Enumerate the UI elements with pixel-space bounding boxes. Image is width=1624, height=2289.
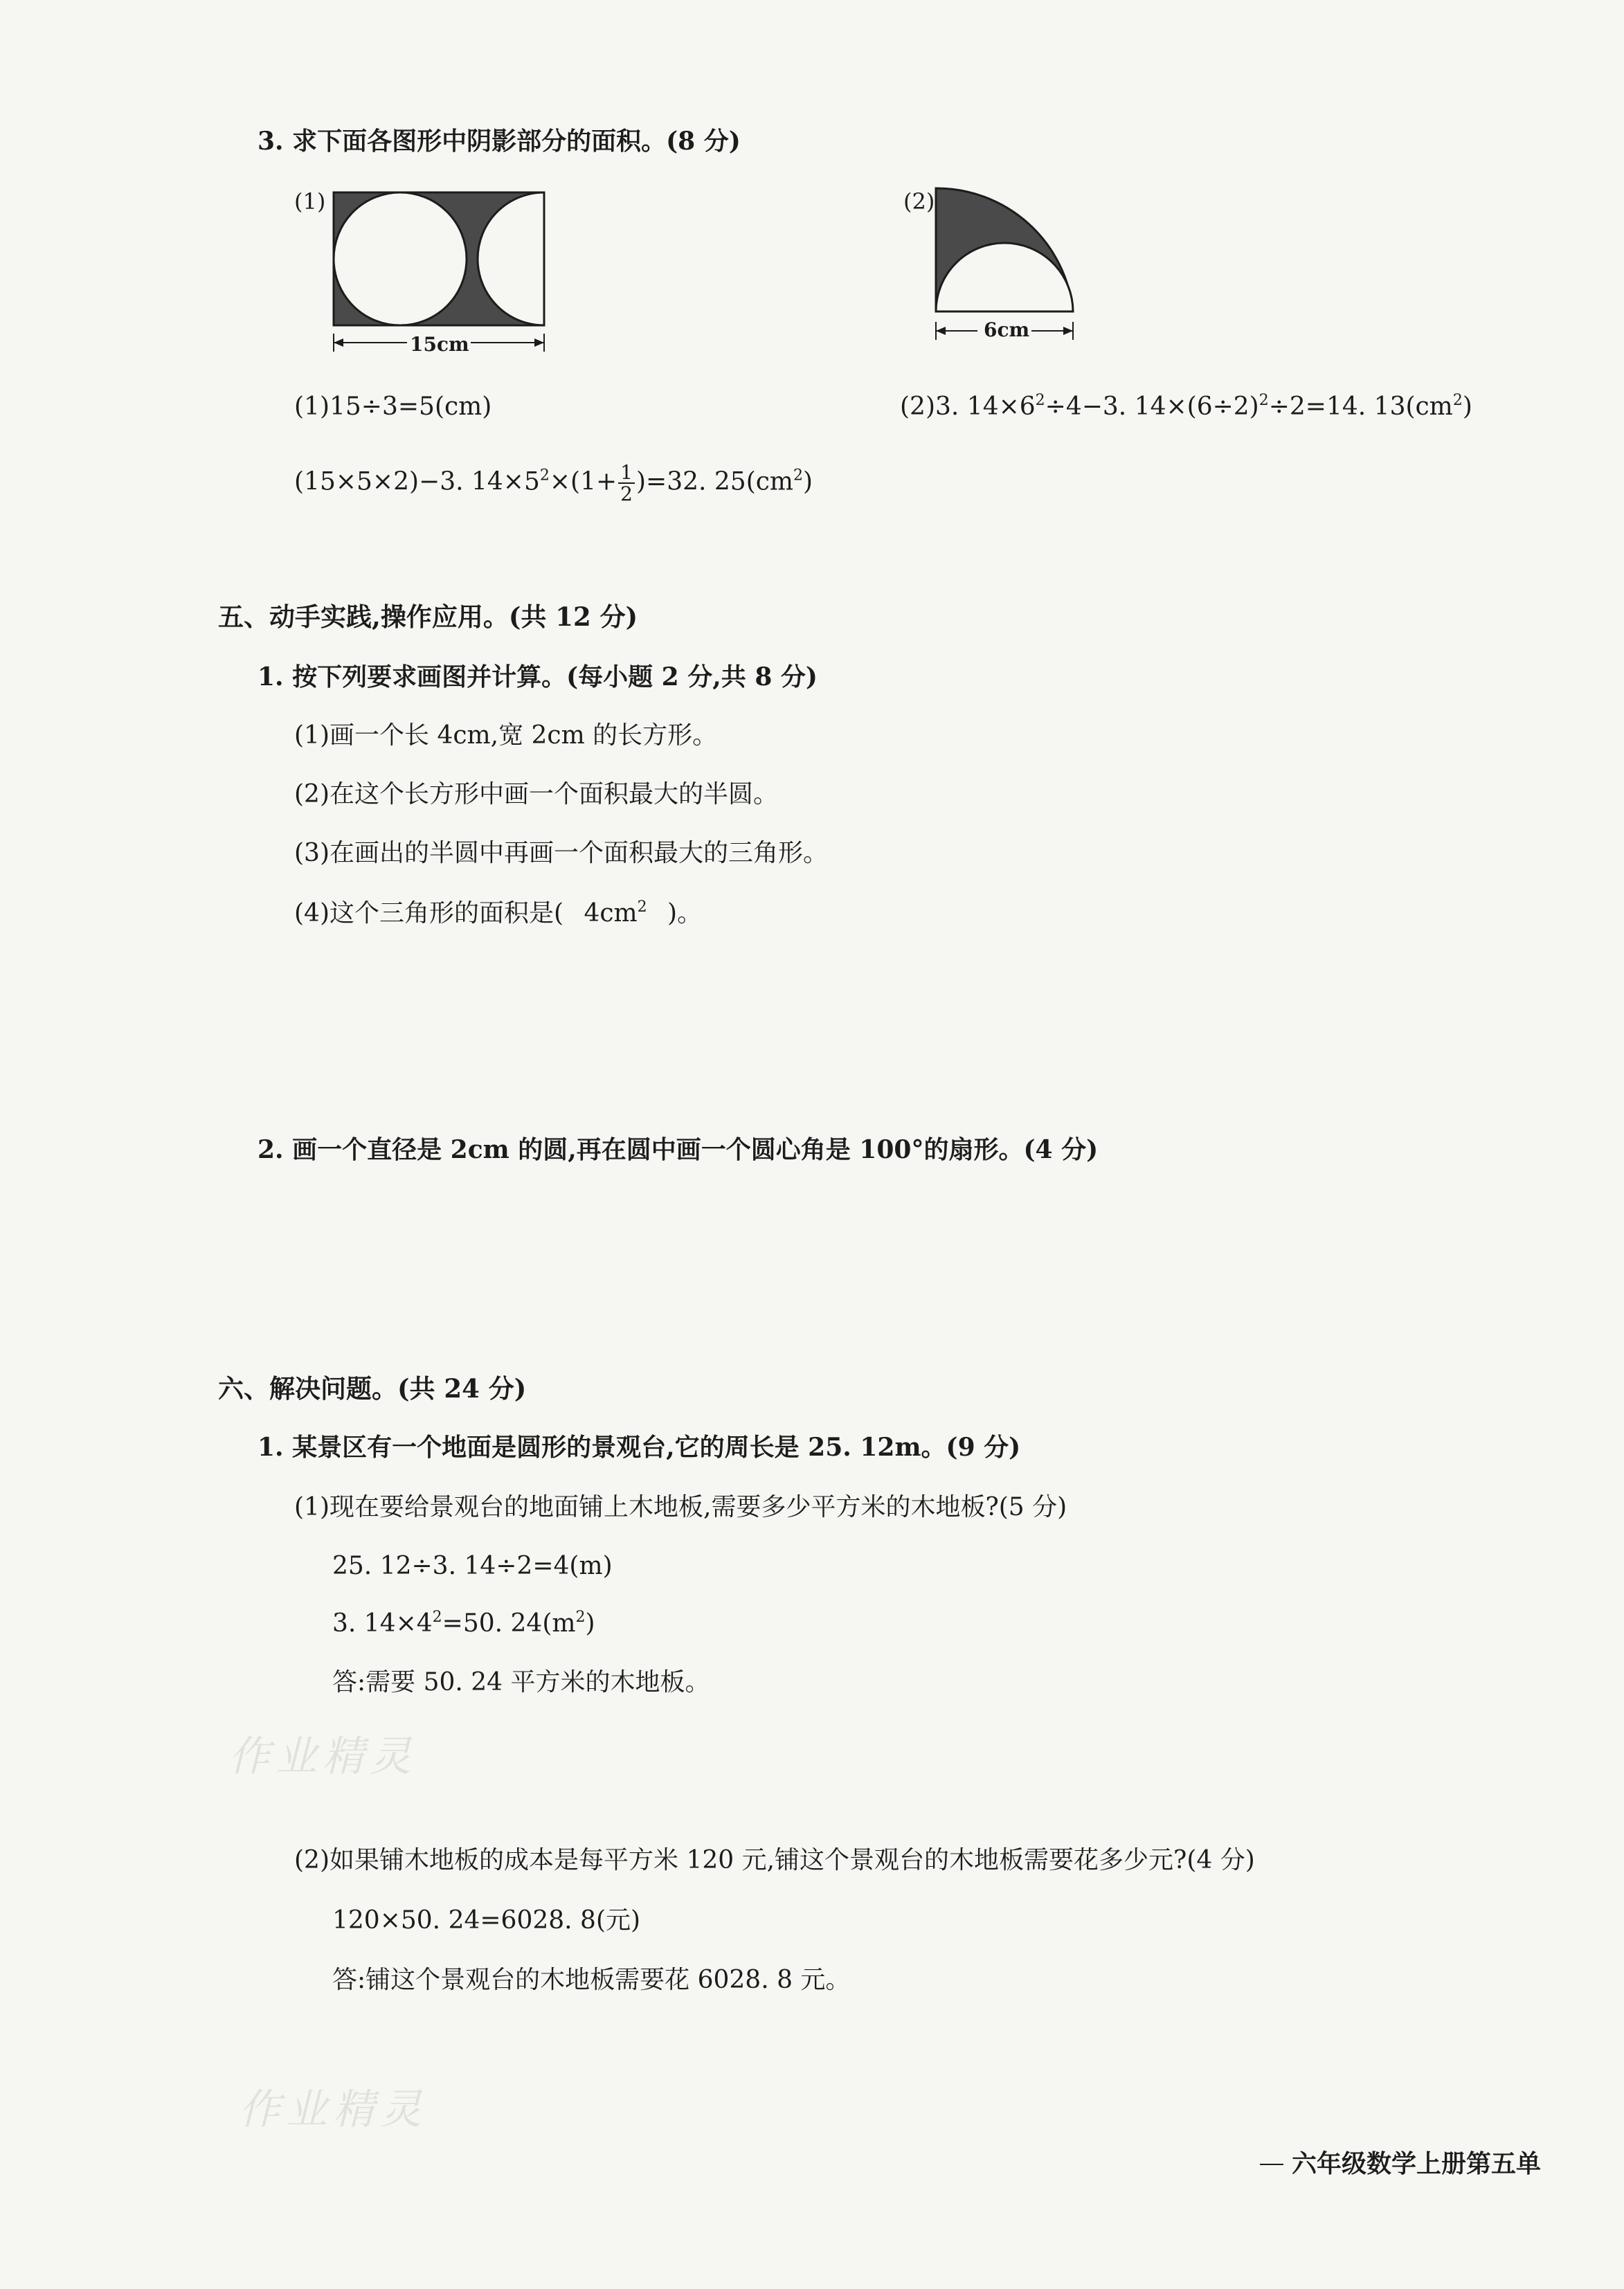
q3-title: 3. 求下面各图形中阴影部分的面积。(8 分) xyxy=(258,127,741,156)
section6-sub1-calc1: 25. 12÷3. 14÷2=4(m) xyxy=(332,1552,613,1580)
section5-q1-item: (2)在这个长方形中画一个面积最大的半圆。 xyxy=(294,780,778,808)
figure1-dimension: 15cm xyxy=(410,333,469,356)
figure2-label: (2) xyxy=(903,188,935,215)
section6-sub1-calc2: 3. $14\times 4^2=50$. $24(m^2)$ xyxy=(332,1609,595,1638)
section6-sub2-answer: 答:铺这个景观台的木地板需要花 6028. 8 元。 xyxy=(332,1966,851,1994)
footer-title: 六年级数学上册第五单 xyxy=(1292,2149,1542,2178)
figure2-dimension: 6cm xyxy=(984,318,1030,341)
q3-answer1-line2: (15×5×2)−3. $14\times 5^2\times(1+$ $\frac{1}{2}$ )=32. $25(cm^2)$ xyxy=(294,461,813,506)
watermark: 作业精灵 xyxy=(228,1732,417,1781)
section5-q1-item4: (4)这个三角形的面积是( $4cm^2$ )。 xyxy=(294,898,703,928)
watermark: 作业精灵 xyxy=(239,2086,427,2134)
fraction-one-half: $\frac{1}{2}$ xyxy=(618,462,635,505)
q3-answer1-line1: (1)15÷3=5(cm) xyxy=(294,392,492,421)
section5-q1-item: (3)在画出的半圆中再画一个面积最大的三角形。 xyxy=(294,839,828,867)
section5-q1-item: (1)画一个长 4cm,宽 2cm 的长方形。 xyxy=(294,721,718,750)
footer-dash xyxy=(1260,2164,1283,2165)
section6-sub1-question: (1)现在要给景观台的地面铺上木地板,需要多少平方米的木地板?(5 分) xyxy=(294,1493,1067,1521)
section5-heading: 五、动手实践,操作应用。(共 12 分) xyxy=(218,601,638,632)
section6-sub2-calc: 120×50. 24=6028. 8(元) xyxy=(332,1906,641,1935)
section5-q1-title: 1. 按下列要求画图并计算。(每小题 2 分,共 8 分) xyxy=(258,662,818,691)
section6-sub2-question: (2)如果铺木地板的成本是每平方米 120 元,铺这个景观台的木地板需要花多少元?(4 分) xyxy=(294,1846,1255,1874)
filled-answer: $4cm^2$ xyxy=(584,898,647,928)
section5-q2-title: 2. 画一个直径是 2cm 的圆,再在圆中画一个圆心角是 100°的扇形。(4 分) xyxy=(258,1135,1099,1164)
q3-answer2: (2)3. $14\times 6^2\div 4-3$. $14\times(6\div 2)^2\div 2=14$. $13(cm^2)$ xyxy=(900,392,1472,421)
section6-heading: 六、解决问题。(共 24 分) xyxy=(218,1373,527,1404)
figure1-label: (1) xyxy=(294,188,326,215)
section6-sub1-answer: 答:需要 50. 24 平方米的木地板。 xyxy=(332,1668,710,1697)
section6-q1-title: 1. 某景区有一个地面是圆形的景观台,它的周长是 25. 12m。(9 分) xyxy=(258,1433,1021,1462)
